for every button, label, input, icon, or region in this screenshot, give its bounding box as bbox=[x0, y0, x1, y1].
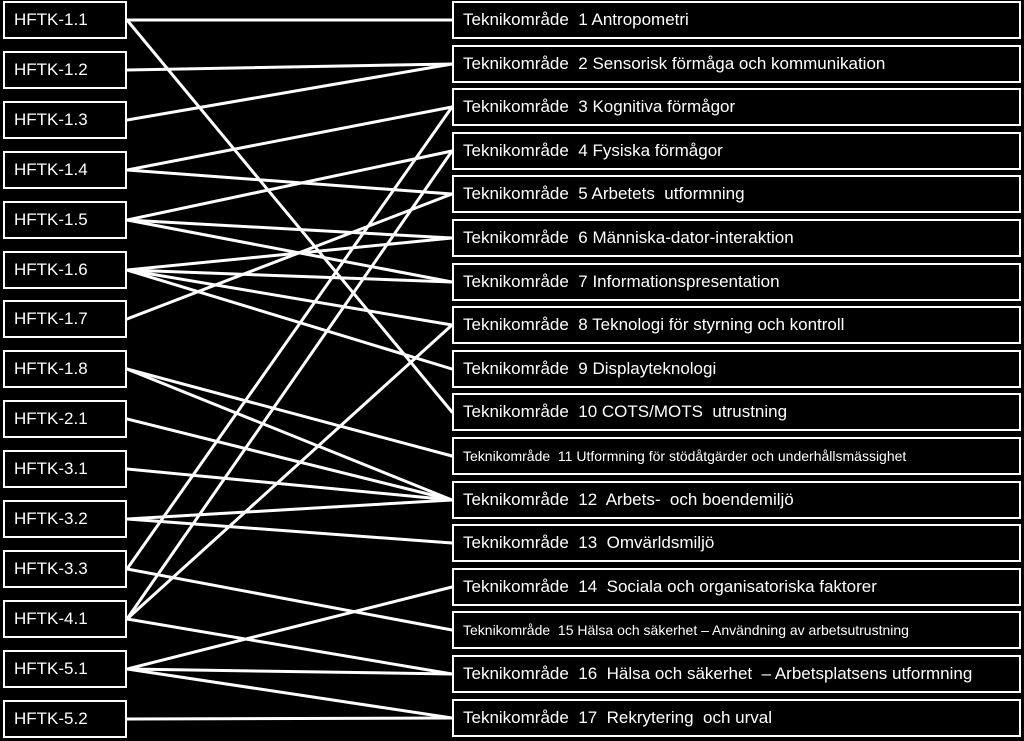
teknikomrade-node bbox=[452, 1, 1021, 39]
connection-line bbox=[127, 369, 452, 500]
hftk-node bbox=[3, 101, 127, 139]
teknikomrade-node bbox=[452, 524, 1021, 562]
connection-line bbox=[127, 270, 452, 325]
teknikomrade-node bbox=[452, 219, 1021, 257]
teknikomrade-node bbox=[452, 481, 1021, 519]
hftk-label: HFTK-1.2 bbox=[14, 60, 88, 79]
hftk-node bbox=[3, 400, 127, 438]
hftk-node bbox=[3, 151, 127, 189]
connection-line bbox=[127, 669, 452, 674]
hftk-label: HFTK-1.4 bbox=[14, 160, 88, 179]
connection-line bbox=[127, 500, 452, 519]
teknikomrade-node bbox=[452, 88, 1021, 126]
teknikomrade-label: Teknikområde 10 COTS/MOTS utrustning bbox=[463, 402, 788, 421]
teknikomrade-label: Teknikområde 5 Arbetets utformning bbox=[463, 184, 745, 203]
hftk-node bbox=[3, 700, 127, 738]
hftk-label: HFTK-5.1 bbox=[14, 659, 88, 678]
hftk-node bbox=[3, 650, 127, 688]
connection-line bbox=[127, 669, 452, 718]
teknikomrade-node bbox=[452, 611, 1021, 649]
teknikomrade-label: Teknikområde 1 Antropometri bbox=[463, 10, 689, 29]
connection-line bbox=[127, 64, 452, 70]
teknikomrade-node bbox=[452, 350, 1021, 388]
hftk-label: HFTK-1.7 bbox=[14, 309, 88, 328]
hftk-label: HFTK-1.5 bbox=[14, 210, 88, 229]
teknikomrade-label: Teknikområde 13 Omvärldsmiljö bbox=[463, 533, 715, 552]
hftk-label: HFTK-3.2 bbox=[14, 509, 88, 528]
hftk-label: HFTK-5.2 bbox=[14, 709, 88, 728]
teknikomrade-node bbox=[452, 655, 1021, 693]
teknikomrade-node bbox=[452, 263, 1021, 301]
teknikomrade-label: Teknikområde 2 Sensorisk förmåga och kommunikation bbox=[463, 54, 886, 73]
teknikomrade-label: Teknikområde 3 Kognitiva förmågor bbox=[463, 97, 736, 116]
teknikomrade-node bbox=[452, 699, 1021, 737]
hftk-node bbox=[3, 201, 127, 239]
hftk-node bbox=[3, 450, 127, 488]
hftk-node bbox=[3, 300, 127, 338]
connection-line bbox=[127, 369, 452, 456]
teknikomrade-label: Teknikområde 11 Utformning för stödåtgärder och underhållsmässighet bbox=[463, 448, 907, 464]
teknikomrade-node bbox=[452, 132, 1021, 170]
teknikomrade-node bbox=[452, 175, 1021, 213]
hftk-label: HFTK-3.3 bbox=[14, 559, 88, 578]
connection-line bbox=[127, 325, 452, 619]
connection-line bbox=[127, 64, 452, 120]
teknikomrade-label: Teknikområde 12 Arbets- och boendemiljö bbox=[463, 490, 794, 509]
hftk-node bbox=[3, 350, 127, 388]
hftk-label: HFTK-1.6 bbox=[14, 260, 88, 279]
hftk-node bbox=[3, 600, 127, 638]
connection-line bbox=[127, 718, 452, 719]
hftk-label: HFTK-4.1 bbox=[14, 609, 88, 628]
teknikomrade-label: Teknikområde 15 Hälsa och säkerhet – Användning av arbetsutrustning bbox=[463, 622, 909, 638]
teknikomrade-node bbox=[452, 393, 1021, 431]
hftk-label: HFTK-2.1 bbox=[14, 409, 88, 428]
hftk-label: HFTK-1.1 bbox=[14, 10, 88, 29]
connection-line bbox=[127, 170, 452, 194]
teknikomrade-label: Teknikområde 7 Informationspresentation bbox=[463, 272, 780, 291]
connection-line bbox=[127, 419, 452, 500]
hftk-label: HFTK-1.8 bbox=[14, 359, 88, 378]
hftk-node bbox=[3, 500, 127, 538]
teknikomrade-label: Teknikområde 16 Hälsa och säkerhet – Arbetsplatsens utformning bbox=[463, 664, 973, 683]
hftk-node bbox=[3, 550, 127, 588]
connection-line bbox=[127, 107, 452, 569]
connection-line bbox=[127, 194, 452, 319]
teknikomrade-label: Teknikområde 9 Displayteknologi bbox=[463, 359, 717, 378]
teknikomrade-label: Teknikområde 6 Människa-dator-interaktion bbox=[463, 228, 794, 247]
teknikomrade-label: Teknikområde 14 Sociala och organisatoriska faktorer bbox=[463, 577, 877, 596]
hftk-node bbox=[3, 51, 127, 89]
hftk-label: HFTK-3.1 bbox=[14, 459, 88, 478]
teknikomrade-label: Teknikområde 4 Fysiska förmågor bbox=[463, 141, 723, 160]
teknikomrade-node bbox=[452, 306, 1021, 344]
teknikomrade-label: Teknikområde 17 Rekrytering och urval bbox=[463, 708, 772, 727]
teknikomrade-node bbox=[452, 45, 1021, 83]
teknikomrade-node bbox=[452, 437, 1021, 475]
teknikomrade-node bbox=[452, 568, 1021, 606]
hftk-node bbox=[3, 1, 127, 39]
connection-line bbox=[127, 238, 452, 270]
connection-line bbox=[127, 270, 452, 369]
hftk-label: HFTK-1.3 bbox=[14, 110, 88, 129]
teknikomrade-label: Teknikområde 8 Teknologi för styrning och kontroll bbox=[463, 315, 845, 334]
connection-line bbox=[127, 519, 452, 543]
hftk-node bbox=[3, 251, 127, 289]
